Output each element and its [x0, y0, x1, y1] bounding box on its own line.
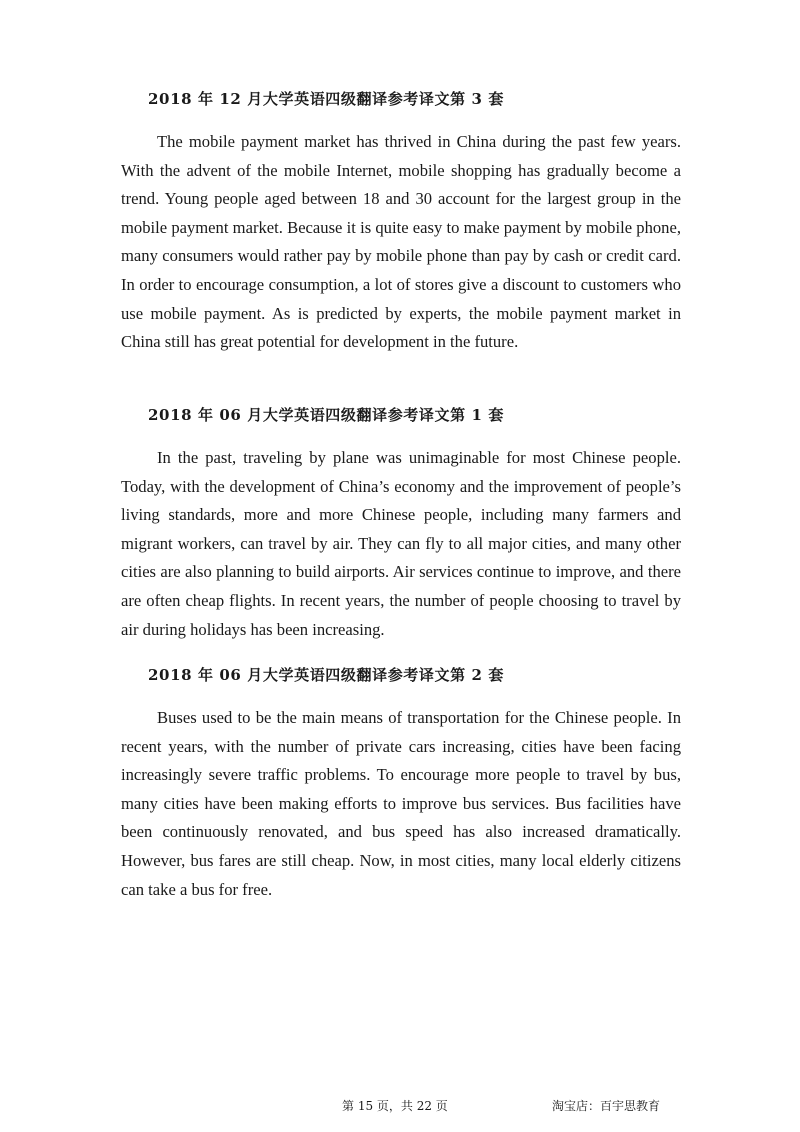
shop-credit: 淘宝店：百宇思教育: [552, 1099, 661, 1113]
page-number: 第 15 页，共 22 页: [342, 1099, 448, 1113]
section-paragraph: Buses used to be the main means of transportation for the Chinese people. In recent years, with the number of private cars increasing, cities have been facing increasingly severe traffic problems. To encourage more people to travel by bus, many cities have been making efforts to improve bus services. Bus facilities have been continuously renovated, and bus speed has also increased dramatically. However, bus fares are still cheap. Now, in most cities, many local elderly citizens can take a bus for free.: [121, 708, 681, 899]
section-heading: 2018 年 06 月大学英语四级翻译参考译文第 2 套: [148, 666, 504, 684]
section-paragraph: The mobile payment market has thrived in China during the past few years. With the advent of the mobile Internet, mobile shopping has gradually become a trend. Young people aged between 18 and 30 account for the largest group in the mobile payment market. Because it is quite easy to make payment by mobile phone, many consumers would rather pay by mobile phone than pay by cash or credit card. In order to encourage consumption, a lot of stores give a discount to customers who use mobile payment. As is predicted by experts, the mobile payment market in China still has great potential for development in the future.: [121, 132, 681, 352]
section-heading: 2018 年 06 月大学英语四级翻译参考译文第 1 套: [148, 406, 504, 424]
translation-section-2018-06-set-1: [121, 404, 681, 644]
section-heading: 2018 年 12 月大学英语四级翻译参考译文第 3 套: [148, 90, 504, 108]
section-paragraph: In the past, traveling by plane was unimaginable for most Chinese people. Today, with the development of China’s economy and the improvement of people’s living standards, more and more Chinese people, including many farmers and migrant workers, can travel by air. They can fly to all major cities, and many other cities are also planning to build airports. Air services continue to improve, and there are often cheap flights. In recent years, the number of people choosing to travel by air during holidays has been increasing.: [121, 448, 681, 639]
translation-section-2018-12-set-3: [121, 88, 681, 357]
translation-section-2018-06-set-2: [121, 664, 681, 904]
